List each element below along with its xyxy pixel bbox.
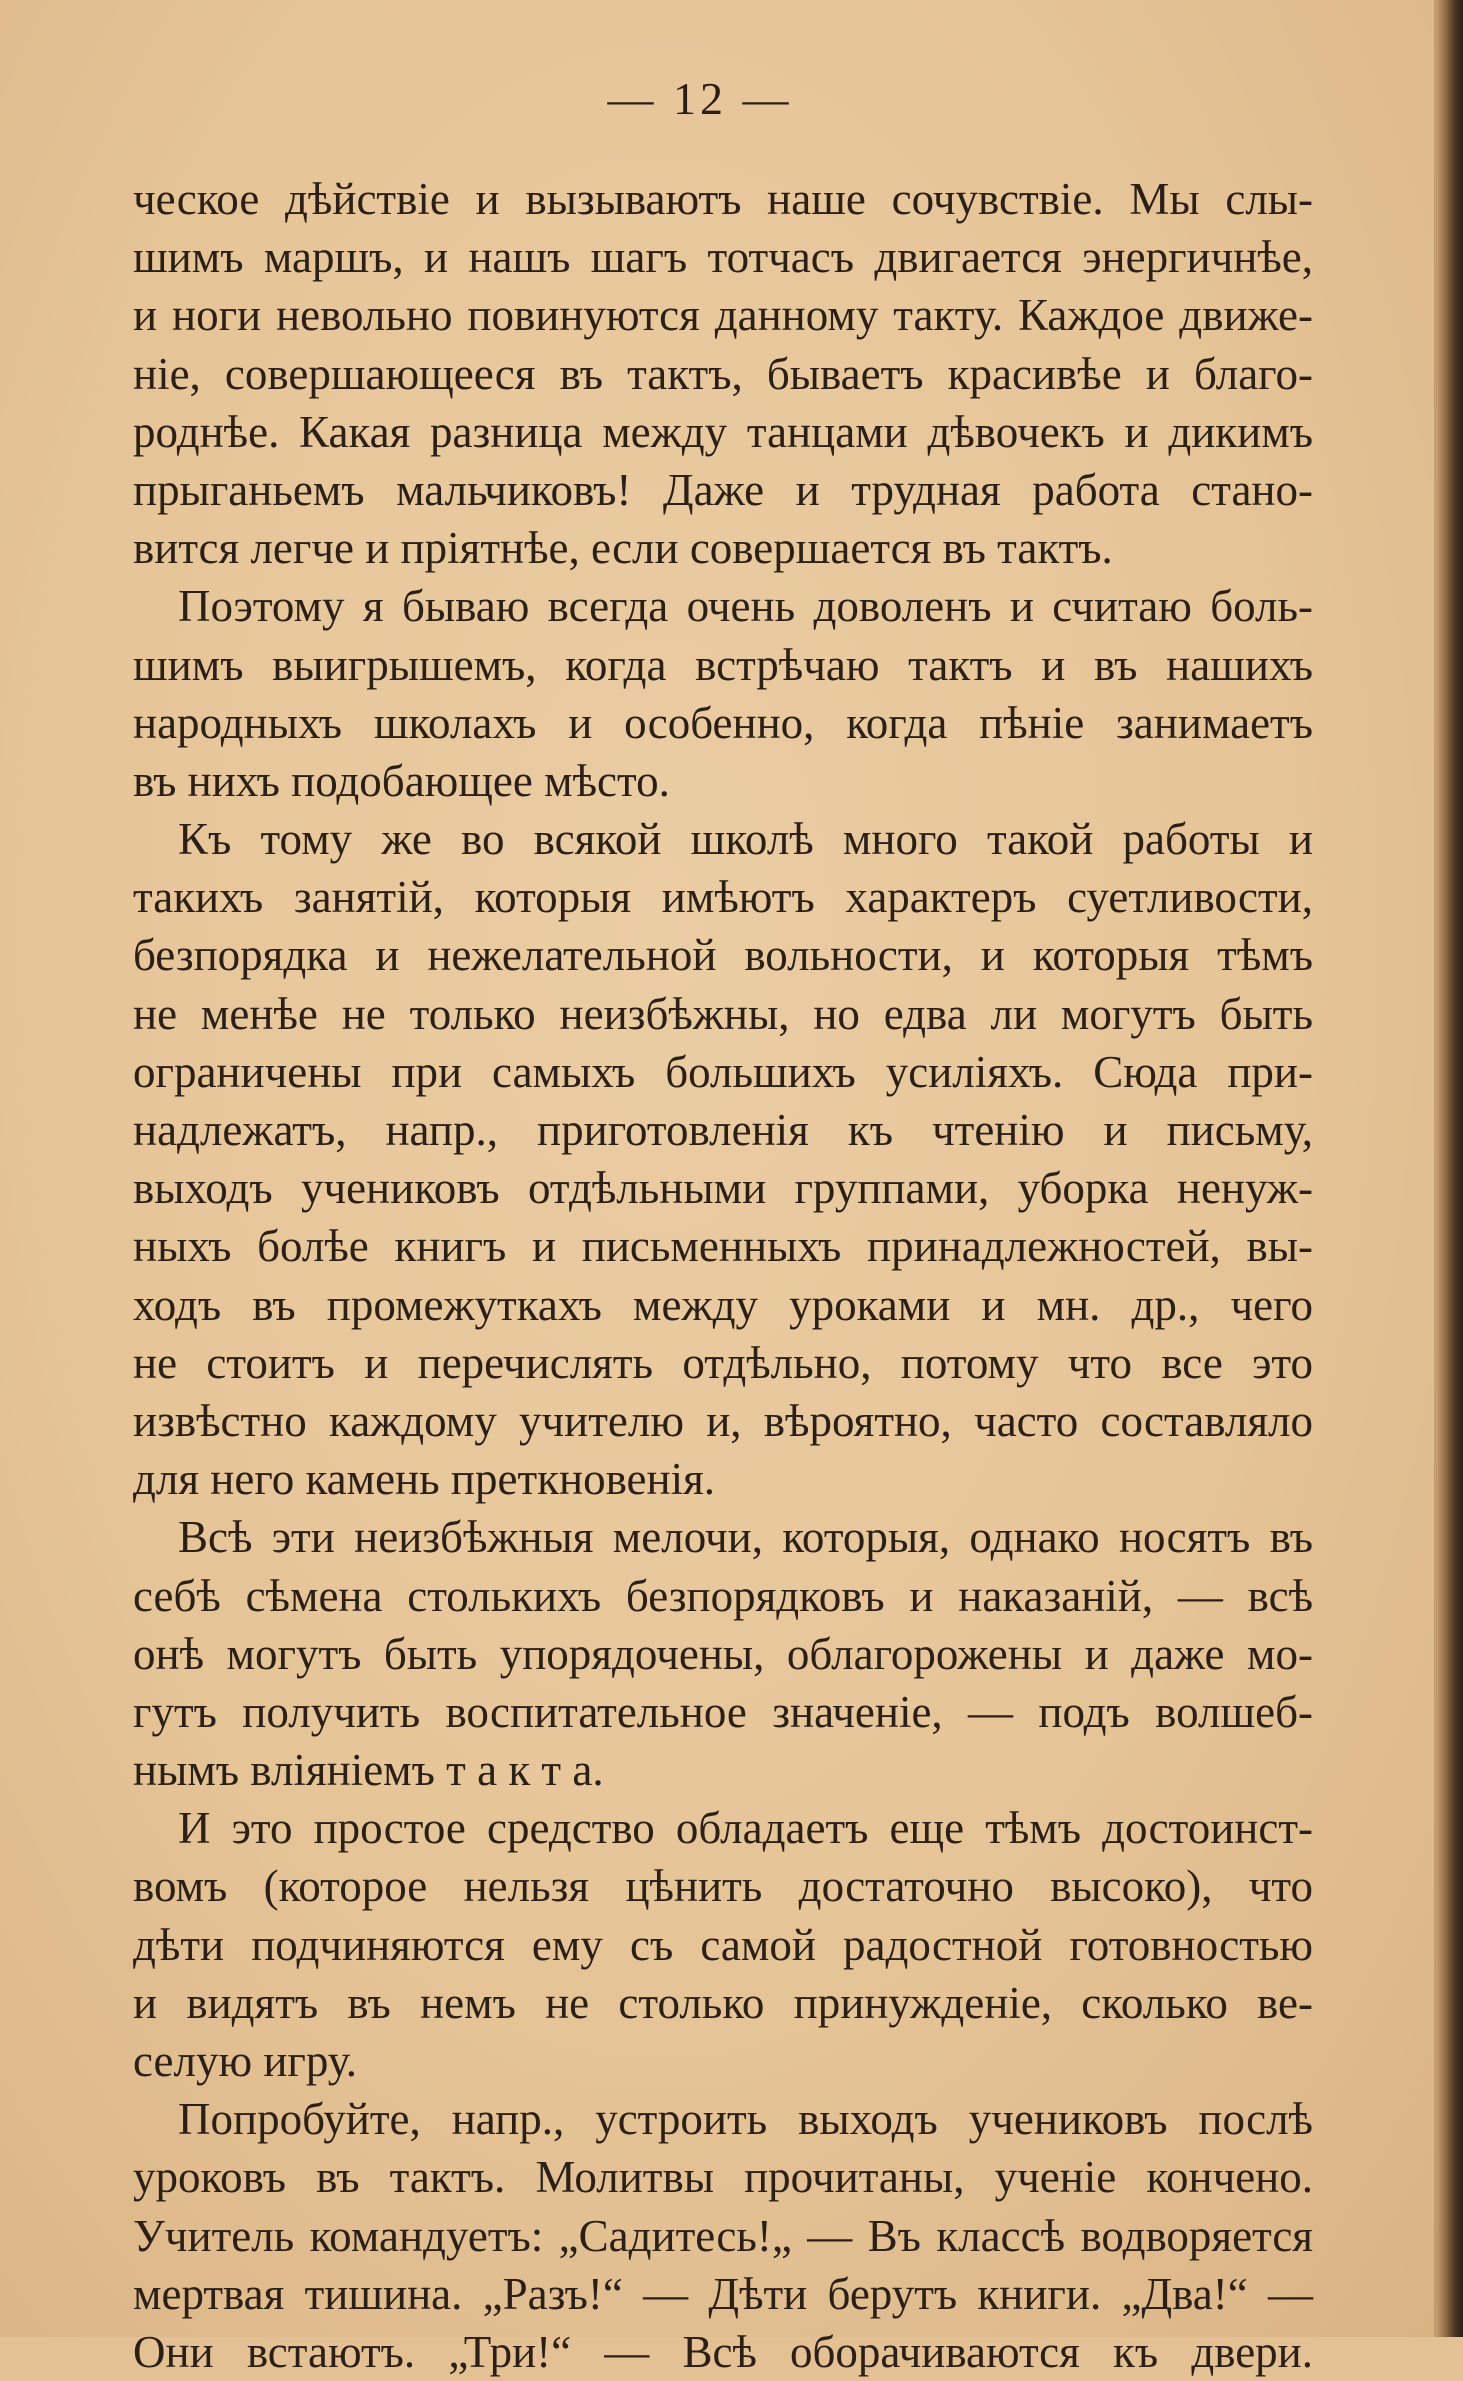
- text-line: ходъ въ промежуткахъ между уроками и мн. др., чего: [133, 1279, 1313, 1330]
- text-line: для него камень преткновенія.: [133, 1454, 716, 1505]
- text-line: надлежатъ, напр., приготовленія къ чтенію и письму,: [133, 1105, 1313, 1155]
- text-line: онѣ могутъ быть упорядочены, облагорожены и даже мо-: [133, 1628, 1313, 1679]
- text-line: выходъ учениковъ отдѣльными группами, уборка ненуж-: [133, 1163, 1313, 1214]
- text-line: и видятъ въ немъ не столько принужденіе, сколько ве-: [133, 1977, 1313, 2028]
- body-text: [133, 170, 1313, 2381]
- text-line: ограничены при самыхъ большихъ усиліяхъ. Сюда при-: [133, 1046, 1313, 1097]
- text-line: Они встаютъ. „Три!“ — Всѣ оборачиваются къ двери.: [133, 2326, 1313, 2377]
- text-line: Къ тому же во всякой школѣ много такой работы и: [178, 814, 1313, 865]
- text-line: безпорядка и нежелательной вольности, и которыя тѣмъ: [133, 930, 1313, 981]
- text-line: Поэтому я бываю всегда очень доволенъ и считаю боль-: [178, 581, 1313, 632]
- text-line: шимъ маршъ, и нашъ шагъ тотчасъ двигается энергичнѣе,: [133, 232, 1313, 283]
- text-line: шимъ выигрышемъ, когда встрѣчаю тактъ и въ нашихъ: [133, 639, 1313, 690]
- text-line: и ноги невольно повинуются данному такту. Каждое движе-: [133, 290, 1313, 341]
- text-line: селую игру.: [133, 2036, 358, 2086]
- text-line: уроковъ въ тактъ. Молитвы прочитаны, ученіе кончено.: [133, 2152, 1313, 2203]
- text-line: дѣти подчиняются ему съ самой радостной готовностью: [133, 1919, 1313, 1970]
- text-line: прыганьемъ мальчиковъ! Даже и трудная работа стано-: [133, 464, 1313, 515]
- text-line: мертвая тишина. „Разъ!“ — Дѣти берутъ книги. „Два!“ —: [133, 2268, 1313, 2319]
- text-line: такихъ занятій, которыя имѣютъ характеръ суетливости,: [133, 872, 1313, 923]
- text-line: не стоитъ и перечислять отдѣльно, потому что все это: [133, 1337, 1313, 1388]
- text-line: въ нихъ подобающее мѣсто.: [133, 755, 670, 806]
- text-line: народныхъ школахъ и особенно, когда пѣніе занимаетъ: [133, 697, 1313, 748]
- text-line: ніе, совершающееся въ тактъ, бываетъ красивѣе и благо-: [133, 348, 1313, 399]
- text-line: ныхъ болѣе книгъ и письменныхъ принадлежностей, вы-: [133, 1221, 1313, 1272]
- text-line: вомъ (которое нельзя цѣнить достаточно высоко), что: [133, 1861, 1313, 1912]
- page-number: — 12 —: [607, 73, 793, 124]
- text-line: роднѣе. Какая разница между танцами дѣвочекъ и дикимъ: [133, 406, 1313, 457]
- text-line: И это простое средство обладаетъ еще тѣмъ достоинст-: [178, 1803, 1313, 1854]
- text-line: вится легче и пріятнѣе, если совершается въ тактъ.: [133, 523, 1113, 574]
- text-line: Учитель командуетъ: „Садитесь!„ — Въ классѣ водворяется: [133, 2210, 1313, 2261]
- text-line: себѣ сѣмена столькихъ безпорядковъ и наказаній, — всѣ: [133, 1570, 1313, 1621]
- text-line: извѣстно каждому учителю и, вѣроятно, часто составляло: [133, 1395, 1313, 1446]
- text-line: ческое дѣйствіе и вызываютъ наше сочувствіе. Мы слы-: [133, 174, 1313, 224]
- book-spine-edge: [1437, 0, 1463, 2337]
- text-line: нымъ вліяніемъ т а к т а.: [133, 1745, 604, 1796]
- text-line: гутъ получить воспитательное значеніе, — подъ волшеб-: [133, 1686, 1313, 1737]
- text-line: не менѣе не только неизбѣжны, но едва ли могутъ быть: [133, 988, 1313, 1039]
- text-line: Всѣ эти неизбѣжныя мелочи, которыя, однако носятъ въ: [178, 1512, 1313, 1563]
- text-line: Попробуйте, напр., устроить выходъ учениковъ послѣ: [178, 2094, 1313, 2145]
